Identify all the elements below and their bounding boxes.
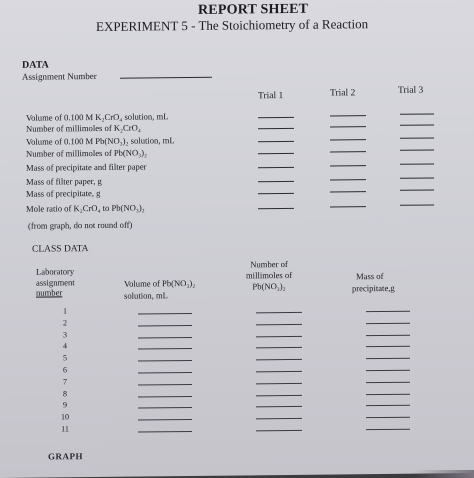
class-mass-field[interactable] xyxy=(366,382,410,383)
data-row-label: Mass of precipitate, g xyxy=(26,187,101,199)
data-row-label: Volume of 0.100 M Pb(NO₃)₂ solution, mL xyxy=(26,135,175,147)
assignment-number-field[interactable] xyxy=(120,77,212,79)
trial-2-entry-field[interactable] xyxy=(330,179,366,180)
class-row-number: 11 xyxy=(61,424,69,434)
trial-1-entry-field[interactable] xyxy=(258,181,294,182)
data-row-label: Number of millimoles of K₂CrO₄ xyxy=(26,122,141,134)
class-mass-field[interactable] xyxy=(366,417,410,418)
class-millimoles-field[interactable] xyxy=(256,347,302,348)
trial-2-entry-field[interactable] xyxy=(330,165,366,166)
class-volume-field[interactable] xyxy=(138,396,192,398)
class-row-number: 1 xyxy=(63,306,67,316)
experiment-title: EXPERIMENT 5 - The Stoichiometry of a Reaction xyxy=(96,16,369,34)
trial-2-header: Trial 2 xyxy=(330,88,356,99)
trial-3-entry-field[interactable] xyxy=(400,124,434,125)
trial-3-header: Trial 3 xyxy=(398,85,424,96)
class-millimoles-field[interactable] xyxy=(256,406,302,407)
class-volume-field[interactable] xyxy=(138,431,192,433)
trial-1-header: Trial 1 xyxy=(258,91,284,102)
class-millimoles-field[interactable] xyxy=(256,383,302,384)
data-heading: DATA xyxy=(22,59,49,71)
class-volume-field[interactable] xyxy=(138,419,192,421)
col-mass-header: Mass of precipitate,g xyxy=(352,270,395,294)
trial-3-entry-field[interactable] xyxy=(400,189,434,190)
class-millimoles-field[interactable] xyxy=(256,324,302,325)
class-row-number: 5 xyxy=(63,353,67,363)
trial-1-entry-field[interactable] xyxy=(258,167,294,168)
col-millimoles-header: Number of millimoles of Pb(NO₃)₂ xyxy=(246,258,293,292)
class-mass-field[interactable] xyxy=(366,346,410,347)
data-row-label: Volume of 0.100 M K₂CrO₄ solution, mL xyxy=(26,111,169,123)
class-mass-field[interactable] xyxy=(366,311,410,312)
trial-3-entry-field[interactable] xyxy=(400,204,434,205)
class-millimoles-field[interactable] xyxy=(256,418,302,419)
data-row-label: Mole ratio of K₂CrO₄ to Pb(NO₃)₂ xyxy=(26,202,145,214)
class-row-number: 10 xyxy=(61,412,69,422)
col-volume-header: Volume of Pb(NO₃)₂ solution, mL xyxy=(124,277,196,301)
class-row-number: 2 xyxy=(63,318,67,328)
class-volume-field[interactable] xyxy=(138,325,192,327)
trial-1-entry-field[interactable] xyxy=(258,141,294,142)
class-row-number: 7 xyxy=(63,377,67,387)
trial-2-entry-field[interactable] xyxy=(330,151,366,152)
trial-1-entry-field[interactable] xyxy=(258,153,294,154)
assignment-number-label: Assignment Number xyxy=(22,70,97,82)
class-volume-field[interactable] xyxy=(138,348,192,350)
class-volume-field[interactable] xyxy=(138,337,192,339)
trial-2-entry-field[interactable] xyxy=(330,139,366,140)
report-title: REPORT SHEET xyxy=(198,1,309,18)
trial-3-entry-field[interactable] xyxy=(400,113,434,114)
trial-3-entry-field[interactable] xyxy=(400,177,434,178)
class-row-number: 8 xyxy=(63,388,67,398)
class-mass-field[interactable] xyxy=(366,358,410,359)
class-volume-field[interactable] xyxy=(138,360,192,362)
graph-heading: GRAPH xyxy=(48,451,83,462)
class-mass-field[interactable] xyxy=(366,334,410,335)
class-row-number: 6 xyxy=(63,365,67,375)
trial-2-entry-field[interactable] xyxy=(330,115,366,116)
trial-1-entry-field[interactable] xyxy=(258,193,294,194)
class-row-number: 3 xyxy=(63,329,67,339)
trial-3-entry-field[interactable] xyxy=(400,149,434,150)
trial-3-entry-field[interactable] xyxy=(400,163,434,164)
class-data-heading: CLASS DATA xyxy=(32,244,89,255)
mole-ratio-note: (from graph, do not round off) xyxy=(28,219,133,231)
class-mass-field[interactable] xyxy=(366,393,410,394)
class-mass-field[interactable] xyxy=(366,323,410,324)
class-millimoles-field[interactable] xyxy=(256,335,302,336)
data-row-label: Mass of filter paper, g xyxy=(26,175,102,187)
class-row-number: 4 xyxy=(63,341,67,351)
class-millimoles-field[interactable] xyxy=(256,371,302,372)
trial-2-entry-field[interactable] xyxy=(330,191,366,192)
class-mass-field[interactable] xyxy=(366,370,410,371)
page-corner-shadow xyxy=(414,470,474,478)
trial-1-entry-field[interactable] xyxy=(258,117,294,118)
class-volume-field[interactable] xyxy=(138,313,192,315)
class-volume-field[interactable] xyxy=(138,372,192,374)
class-volume-field[interactable] xyxy=(138,384,192,386)
trial-3-entry-field[interactable] xyxy=(400,137,434,138)
class-row-number: 9 xyxy=(63,400,67,410)
class-millimoles-field[interactable] xyxy=(256,312,302,313)
trial-2-entry-field[interactable] xyxy=(330,126,366,127)
col-lab-assignment-header: Laboratory assignment number xyxy=(36,266,75,298)
class-mass-field[interactable] xyxy=(366,429,410,430)
class-millimoles-field[interactable] xyxy=(256,430,302,431)
class-mass-field[interactable] xyxy=(366,405,410,406)
trial-1-entry-field[interactable] xyxy=(258,128,294,129)
data-row-label: Mass of precipitate and filter paper xyxy=(26,161,147,173)
data-row-label: Number of millimoles of Pb(NO₃)₂ xyxy=(26,147,148,159)
class-volume-field[interactable] xyxy=(138,407,192,409)
trial-2-entry-field[interactable] xyxy=(330,206,366,207)
class-millimoles-field[interactable] xyxy=(256,394,302,395)
trial-1-entry-field[interactable] xyxy=(258,208,294,209)
class-millimoles-field[interactable] xyxy=(256,359,302,360)
